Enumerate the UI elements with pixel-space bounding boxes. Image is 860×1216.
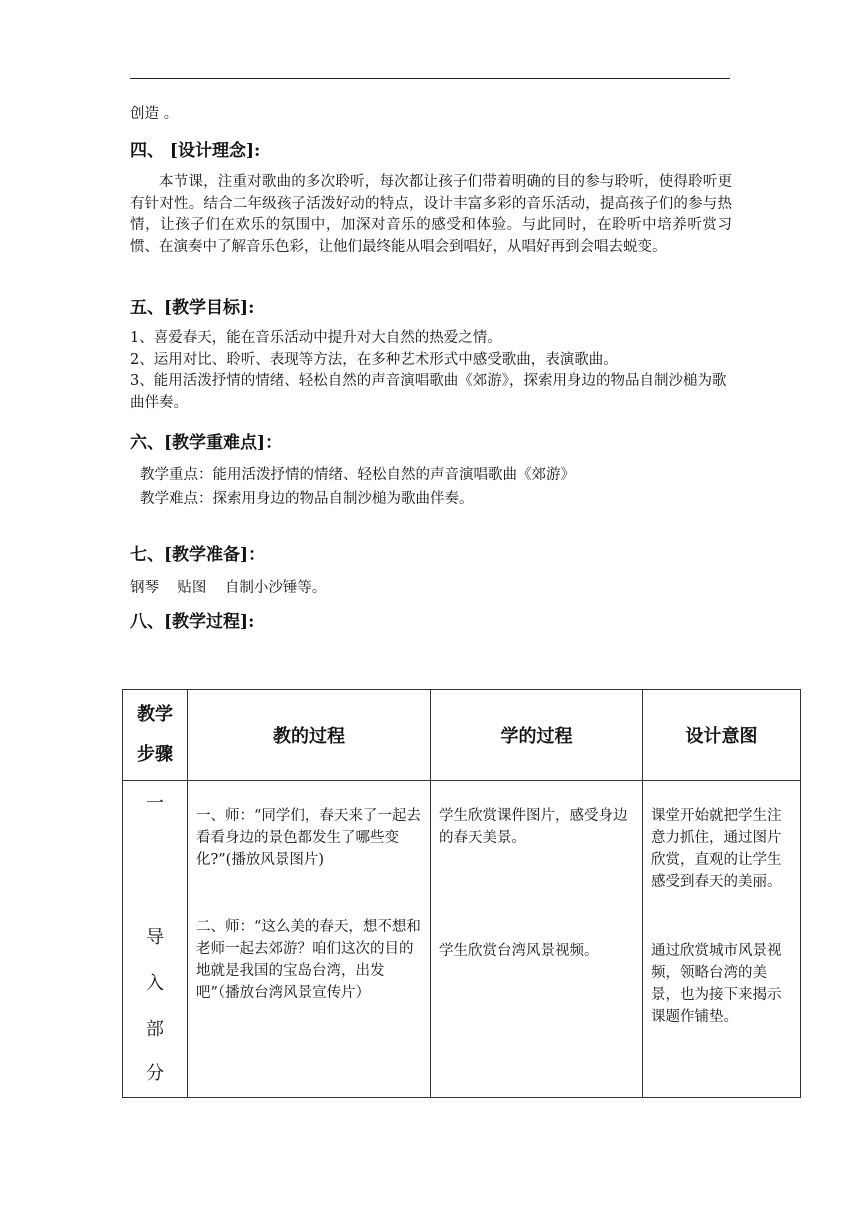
goal-item: 2、运用对比、聆听、表现等方法，在多种艺术形式中感受歌曲，表演歌曲。	[130, 351, 618, 368]
intent-2: 通过欣赏城市风景视频，领略台湾的美景，也为接下来揭示课题作铺垫。	[651, 943, 782, 1025]
student-process-cell	[431, 781, 643, 1098]
step-char: 入	[146, 973, 164, 994]
header-student-process: 学的过程	[431, 690, 643, 781]
header-teacher-process: 教的过程	[188, 690, 431, 781]
section4-paragraph: 本节课，注重对歌曲的多次聆听，每次都让孩子们带着明确的目的参与聆听，使得聆听更有针对性。结合二年级孩子活泼好动的特点，设计丰富多彩的音乐活动，提高孩子们的参与热情，让孩子们在欢乐的氛围中，加深对音乐的感受和体验。与此同时，在聆听中培养听赏习惯、在演奏中了解音乐色彩，让他们最终能从唱会到唱好，从唱好再到会唱去蜕变。	[130, 174, 732, 255]
step-number: 一	[146, 793, 164, 814]
section8-heading: 八、[教学过程]:	[130, 612, 255, 632]
student-step-1: 学生欣赏课件图片，感受身边的春天美景。	[439, 808, 628, 846]
step-char: 导	[146, 927, 164, 948]
header-rule	[130, 78, 730, 79]
student-step-2: 学生欣赏台湾风景视频。	[439, 943, 599, 959]
step-char: 部	[146, 1019, 164, 1040]
section4-heading: 四、 [设计理念]:	[130, 141, 261, 161]
difficulty-point: 教学难点：探索用身边的物品自制沙槌为歌曲伴奏。	[140, 491, 474, 507]
goal-item: 1、喜爱春天，能在音乐活动中提升对大自然的热爱之情。	[130, 330, 502, 346]
key-point: 教学重点：能用活泼抒情的情绪、轻松自然的声音演唱歌曲《郊游》	[140, 467, 575, 483]
teacher-step-1: 一、师：“同学们，春天来了一起去看看身边的景色都发生了哪些变化?”(播放风景图片)	[196, 808, 421, 868]
step-cell	[123, 781, 188, 1098]
teaching-process-table	[122, 689, 801, 1098]
teacher-process-cell	[188, 781, 431, 1098]
header-design-intent: 设计意图	[643, 690, 801, 781]
continued-line: 创造 。	[130, 106, 179, 122]
section5-heading: 五、[教学目标]:	[130, 298, 255, 318]
design-intent-cell	[643, 781, 801, 1098]
goal-item: 3、能用活泼抒情的情绪、轻松自然的声音演唱歌曲《郊游》，探索用身边的物品自制沙槌为歌曲伴奏。	[130, 373, 727, 411]
materials-line: 钢琴 贴图 自制小沙锤等。	[130, 580, 327, 596]
section5-goals	[130, 328, 732, 414]
header-step: 教学 步骤	[123, 690, 188, 781]
section6-heading: 六、[教学重难点]：	[130, 433, 283, 453]
section7-heading: 七、[教学准备]：	[130, 545, 266, 565]
table-row	[123, 781, 801, 1098]
step-char: 分	[146, 1063, 164, 1084]
intent-1: 课堂开始就把学生注意力抓住，通过图片欣赏，直观的让学生感受到春天的美丽。	[651, 808, 782, 890]
teacher-step-2: 二、师：“这么美的春天，想不想和老师一起去郊游？咱们这次的目的地就是我国的宝岛台湾，出发吧”（播放台湾风景宣传片）	[196, 919, 421, 1001]
table-header-row	[123, 690, 801, 781]
